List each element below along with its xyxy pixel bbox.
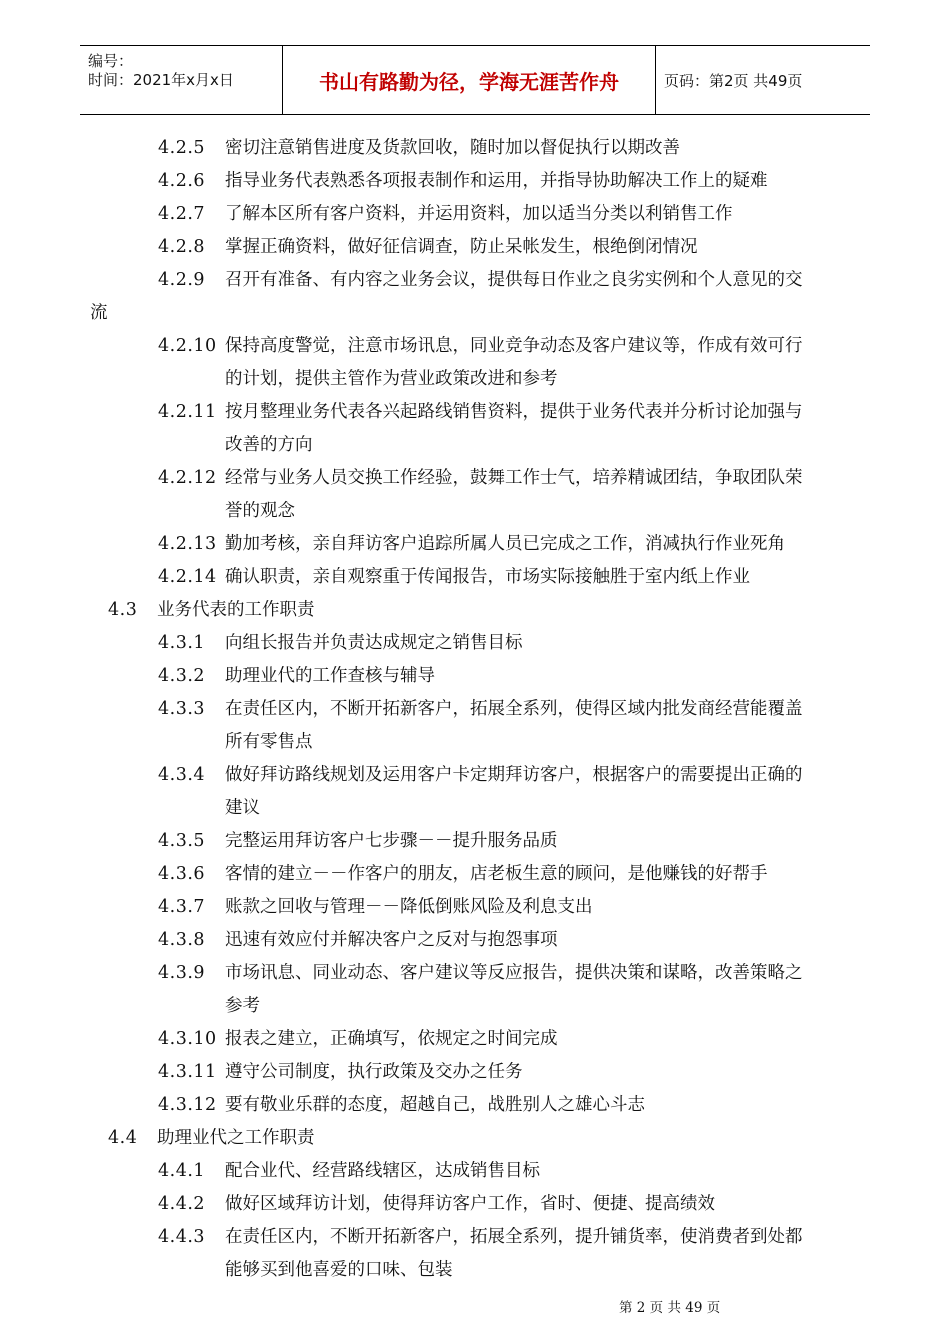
item-number: 4.3.10 bbox=[158, 1029, 217, 1049]
item-text: 遵守公司制度，执行政策及交办之任务 bbox=[225, 1062, 523, 1082]
section-title: 助理业代之工作职责 bbox=[157, 1128, 315, 1148]
item-text: 向组长报告并负责达成规定之销售目标 bbox=[225, 633, 523, 653]
item-number: 4.3.8 bbox=[158, 930, 206, 950]
item-text: 建议 bbox=[225, 798, 260, 818]
item-text: 按月整理业务代表各兴起路线销售资料，提供于业务代表并分析讨论加强与 bbox=[225, 402, 803, 422]
item-text: 账款之回收与管理－－降低倒账风险及利息支出 bbox=[225, 897, 593, 917]
document-time-label: 时间：2021年x月x日 bbox=[88, 71, 234, 89]
item-number: 4.3.9 bbox=[158, 963, 206, 983]
item-number: 4.2.9 bbox=[158, 270, 206, 290]
item-number: 4.3.7 bbox=[158, 897, 206, 917]
item-text: 助理业代的工作查核与辅导 bbox=[225, 666, 435, 686]
item-number: 4.3.4 bbox=[158, 765, 206, 785]
item-number: 4.2.12 bbox=[158, 468, 217, 488]
item-text: 做好区域拜访计划，使得拜访客户工作，省时、便捷、提高绩效 bbox=[225, 1194, 715, 1214]
header-motto: 书山有路勤为径，学海无涯苦作舟 bbox=[282, 46, 656, 114]
item-text: 所有零售点 bbox=[225, 732, 313, 752]
item-number: 4.2.6 bbox=[158, 171, 206, 191]
item-number: 4.4.1 bbox=[158, 1161, 206, 1181]
section-number: 4.3 bbox=[108, 600, 138, 620]
section-title: 业务代表的工作职责 bbox=[157, 600, 315, 620]
section-number: 4.4 bbox=[108, 1128, 138, 1148]
item-number: 4.3.6 bbox=[158, 864, 206, 884]
item-text: 掌握正确资料，做好征信调查，防止呆帐发生，根绝倒闭情况 bbox=[225, 237, 698, 257]
item-number: 4.2.10 bbox=[158, 336, 217, 356]
item-text: 迅速有效应付并解决客户之反对与抱怨事项 bbox=[225, 930, 558, 950]
item-text: 指导业务代表熟悉各项报表制作和运用，并指导协助解决工作上的疑难 bbox=[225, 171, 768, 191]
item-text: 勤加考核，亲自拜访客户追踪所属人员已完成之工作，消减执行作业死角 bbox=[225, 534, 785, 554]
item-number: 4.2.5 bbox=[158, 138, 206, 158]
document-number-label: 编号： bbox=[88, 52, 134, 70]
page-footer: 第 2 页 共 49 页 bbox=[619, 1300, 721, 1316]
item-number: 4.2.14 bbox=[158, 567, 217, 587]
item-text: 配合业代、经营路线辖区，达成销售目标 bbox=[225, 1161, 540, 1181]
item-text: 流 bbox=[90, 303, 108, 323]
item-text: 保持高度警觉，注意市场讯息，同业竞争动态及客户建议等，作成有效可行 bbox=[225, 336, 803, 356]
item-text: 报表之建立，正确填写，依规定之时间完成 bbox=[225, 1029, 558, 1049]
item-text: 召开有准备、有内容之业务会议，提供每日作业之良劣实例和个人意见的交 bbox=[225, 270, 803, 290]
item-text: 做好拜访路线规划及运用客户卡定期拜访客户，根据客户的需要提出正确的 bbox=[225, 765, 803, 785]
item-number: 4.2.13 bbox=[158, 534, 217, 554]
item-text: 确认职责，亲自观察重于传闻报告，市场实际接触胜于室内纸上作业 bbox=[225, 567, 750, 587]
item-number: 4.2.8 bbox=[158, 237, 206, 257]
item-number: 4.3.5 bbox=[158, 831, 206, 851]
item-text: 在责任区内，不断开拓新客户，拓展全系列，使得区域内批发商经营能覆盖 bbox=[225, 699, 803, 719]
item-text: 完整运用拜访客户七步骤－－提升服务品质 bbox=[225, 831, 558, 851]
item-number: 4.4.2 bbox=[158, 1194, 206, 1214]
item-number: 4.3.11 bbox=[158, 1062, 217, 1082]
item-text: 经常与业务人员交换工作经验，鼓舞工作士气，培养精诚团结，争取团队荣 bbox=[225, 468, 803, 488]
item-text: 在责任区内，不断开拓新客户，拓展全系列，提升铺货率，使消费者到处都 bbox=[225, 1227, 803, 1247]
document-header bbox=[80, 45, 870, 115]
item-text: 改善的方向 bbox=[225, 435, 313, 455]
item-number: 4.3.1 bbox=[158, 633, 206, 653]
item-number: 4.4.3 bbox=[158, 1227, 206, 1247]
item-text: 密切注意销售进度及货款回收，随时加以督促执行以期改善 bbox=[225, 138, 680, 158]
item-number: 4.2.11 bbox=[158, 402, 217, 422]
item-text: 了解本区所有客户资料，并运用资料，加以适当分类以利销售工作 bbox=[225, 204, 733, 224]
item-number: 4.3.2 bbox=[158, 666, 206, 686]
item-number: 4.2.7 bbox=[158, 204, 206, 224]
header-page-label: 页码：第2页 共49页 bbox=[664, 71, 803, 90]
item-text: 的计划，提供主管作为营业政策改进和参考 bbox=[225, 369, 558, 389]
item-text: 市场讯息、同业动态、客户建议等反应报告，提供决策和谋略，改善策略之 bbox=[225, 963, 803, 983]
item-text: 参考 bbox=[225, 996, 260, 1016]
item-number: 4.3.3 bbox=[158, 699, 206, 719]
item-number: 4.3.12 bbox=[158, 1095, 217, 1115]
header-meta-cell bbox=[80, 46, 282, 114]
item-text: 要有敬业乐群的态度，超越自己，战胜别人之雄心斗志 bbox=[225, 1095, 645, 1115]
item-text: 客情的建立－－作客户的朋友，店老板生意的顾问，是他赚钱的好帮手 bbox=[225, 864, 768, 884]
item-text: 誉的观念 bbox=[225, 501, 295, 521]
item-text: 能够买到他喜爱的口味、包装 bbox=[225, 1260, 453, 1280]
